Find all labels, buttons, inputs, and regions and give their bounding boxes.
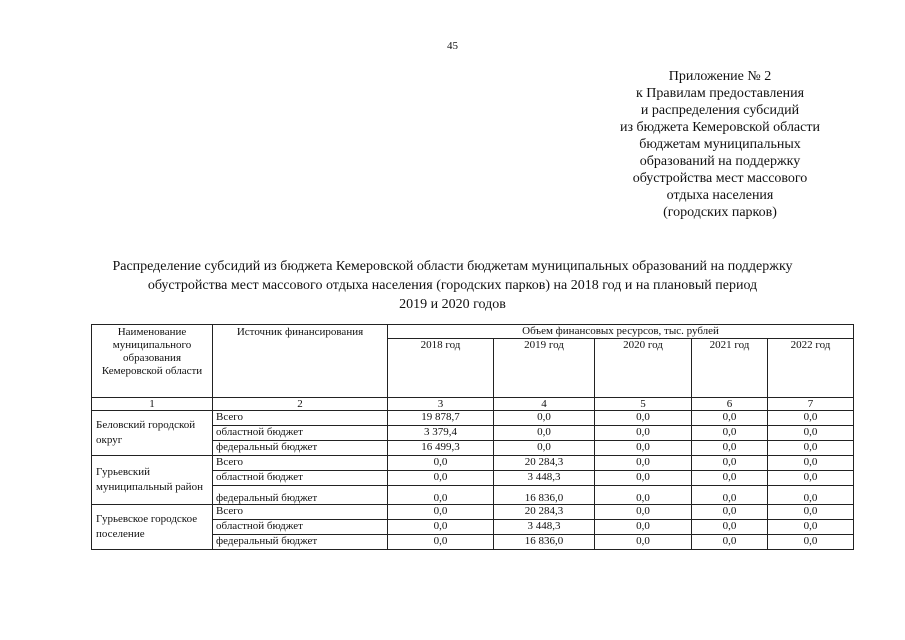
- header-volume: Объем финансовых ресурсов, тыс. рублей: [388, 325, 854, 339]
- value-cell: 0,0: [388, 486, 494, 505]
- table-row: [92, 505, 854, 520]
- value-cell: 0,0: [692, 441, 768, 456]
- value-cell: 0,0: [768, 520, 854, 535]
- municipality-cell: Гурьевский муниципальный район: [92, 456, 213, 505]
- value-cell: 0,0: [388, 535, 494, 550]
- value-cell: 0,0: [595, 535, 692, 550]
- value-cell: 0,0: [692, 535, 768, 550]
- column-number: 2: [213, 398, 388, 411]
- appendix-note: [590, 68, 850, 221]
- value-cell: 0,0: [595, 505, 692, 520]
- header-year: 2021 год: [692, 339, 768, 398]
- value-cell: 20 284,3: [494, 456, 595, 471]
- value-cell: 19 878,7: [388, 411, 494, 426]
- table-row: [92, 456, 854, 471]
- appendix-line: бюджетам муниципальных: [639, 137, 801, 152]
- value-cell: 0,0: [768, 441, 854, 456]
- value-cell: 20 284,3: [494, 505, 595, 520]
- source-cell: областной бюджет: [213, 426, 388, 441]
- page-number: 45: [447, 40, 458, 52]
- column-number: 1: [92, 398, 213, 411]
- source-cell: Всего: [213, 411, 388, 426]
- table-row: [92, 411, 854, 426]
- header-year: 2019 год: [494, 339, 595, 398]
- value-cell: 0,0: [692, 486, 768, 505]
- value-cell: 0,0: [692, 411, 768, 426]
- appendix-line: к Правилам предоставления: [635, 86, 805, 101]
- value-cell: 3 448,3: [494, 520, 595, 535]
- value-cell: 0,0: [768, 426, 854, 441]
- value-cell: 0,0: [494, 426, 595, 441]
- appendix-line: (городских парков): [663, 205, 777, 220]
- source-cell: федеральный бюджет: [213, 486, 388, 505]
- municipality-cell: Гурьевское городское поселение: [92, 505, 213, 550]
- column-number: 4: [494, 398, 595, 411]
- appendix-line: Приложение № 2: [668, 69, 772, 84]
- value-cell: 0,0: [768, 471, 854, 486]
- appendix-line: и распределения субсидий: [640, 103, 800, 118]
- municipality-cell: Беловский городской округ: [92, 411, 213, 456]
- value-cell: 0,0: [595, 520, 692, 535]
- source-cell: федеральный бюджет: [213, 441, 388, 456]
- header-year: 2018 год: [388, 339, 494, 398]
- value-cell: 0,0: [388, 456, 494, 471]
- value-cell: 0,0: [595, 411, 692, 426]
- value-cell: 0,0: [494, 411, 595, 426]
- column-number: 7: [768, 398, 854, 411]
- value-cell: 0,0: [595, 426, 692, 441]
- source-cell: Всего: [213, 456, 388, 471]
- source-cell: областной бюджет: [213, 471, 388, 486]
- value-cell: 0,0: [388, 505, 494, 520]
- value-cell: 0,0: [768, 535, 854, 550]
- source-cell: федеральный бюджет: [213, 535, 388, 550]
- document-title: [60, 257, 845, 314]
- column-numbers-row: [92, 398, 854, 411]
- value-cell: 0,0: [388, 471, 494, 486]
- value-cell: 3 448,3: [494, 471, 595, 486]
- appendix-line: обустройства мест массового: [632, 171, 808, 186]
- value-cell: 3 379,4: [388, 426, 494, 441]
- column-number: 6: [692, 398, 768, 411]
- value-cell: 0,0: [595, 471, 692, 486]
- value-cell: 0,0: [692, 426, 768, 441]
- value-cell: 0,0: [692, 456, 768, 471]
- source-cell: областной бюджет: [213, 520, 388, 535]
- value-cell: 16 836,0: [494, 535, 595, 550]
- value-cell: 0,0: [692, 471, 768, 486]
- value-cell: 0,0: [768, 505, 854, 520]
- value-cell: 0,0: [692, 520, 768, 535]
- header-year: 2020 год: [595, 339, 692, 398]
- value-cell: 0,0: [595, 441, 692, 456]
- value-cell: 0,0: [595, 456, 692, 471]
- value-cell: 16 836,0: [494, 486, 595, 505]
- title-line: 2019 и 2020 годов: [399, 297, 506, 312]
- column-number: 3: [388, 398, 494, 411]
- value-cell: 0,0: [768, 486, 854, 505]
- appendix-line: из бюджета Кемеровской области: [620, 120, 820, 135]
- value-cell: 0,0: [388, 520, 494, 535]
- header-municipality: Наименование муниципального образования Кемеровской области: [92, 325, 213, 398]
- title-line: Распределение субсидий из бюджета Кемеровской области бюджетам муниципальных образований на поддержку: [112, 259, 793, 274]
- column-number: 5: [595, 398, 692, 411]
- value-cell: 0,0: [768, 411, 854, 426]
- source-cell: Всего: [213, 505, 388, 520]
- header-source: Источник финансирования: [213, 325, 388, 398]
- subsidy-table: [91, 324, 854, 550]
- title-line: обустройства мест массового отдыха населения (городских парков) на 2018 год и на плановый период: [147, 278, 758, 293]
- value-cell: 16 499,3: [388, 441, 494, 456]
- value-cell: 0,0: [768, 456, 854, 471]
- value-cell: 0,0: [692, 505, 768, 520]
- appendix-line: отдыха населения: [666, 188, 774, 203]
- value-cell: 0,0: [595, 486, 692, 505]
- appendix-line: образований на поддержку: [639, 154, 801, 169]
- header-year: 2022 год: [768, 339, 854, 398]
- value-cell: 0,0: [494, 441, 595, 456]
